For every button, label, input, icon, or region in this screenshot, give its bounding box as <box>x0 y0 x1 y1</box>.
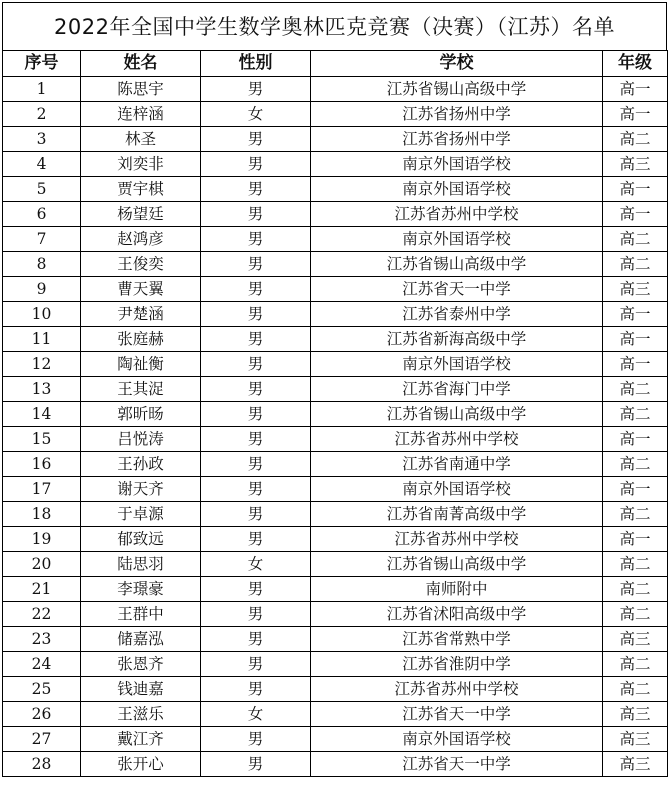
table-row <box>3 127 668 152</box>
table-row <box>3 227 668 252</box>
cell-number: 28 <box>3 752 81 777</box>
cell-number: 21 <box>3 577 81 602</box>
cell-school: 江苏省苏州中学校 <box>311 427 603 452</box>
cell-name: 王其浞 <box>81 377 201 402</box>
cell-grade: 高一 <box>603 477 668 502</box>
table-row <box>3 552 668 577</box>
cell-school: 江苏省锡山高级中学 <box>311 552 603 577</box>
cell-name: 钱迪嘉 <box>81 677 201 702</box>
cell-school: 南京外国语学校 <box>311 177 603 202</box>
table-row <box>3 177 668 202</box>
table-row <box>3 602 668 627</box>
cell-gender: 男 <box>201 77 311 102</box>
cell-number: 19 <box>3 527 81 552</box>
cell-gender: 男 <box>201 327 311 352</box>
cell-name: 赵鸿彦 <box>81 227 201 252</box>
cell-number: 1 <box>3 77 81 102</box>
cell-number: 16 <box>3 452 81 477</box>
cell-gender: 男 <box>201 202 311 227</box>
cell-grade: 高二 <box>603 127 668 152</box>
column-header-name: 姓名 <box>81 51 201 77</box>
cell-name: 张恩齐 <box>81 652 201 677</box>
cell-school: 南师附中 <box>311 577 603 602</box>
cell-gender: 男 <box>201 427 311 452</box>
cell-school: 江苏省天一中学 <box>311 277 603 302</box>
cell-school: 江苏省扬州中学 <box>311 102 603 127</box>
cell-gender: 女 <box>201 102 311 127</box>
cell-gender: 男 <box>201 177 311 202</box>
cell-gender: 男 <box>201 577 311 602</box>
table-row <box>3 527 668 552</box>
cell-name: 张庭赫 <box>81 327 201 352</box>
table-row <box>3 152 668 177</box>
cell-gender: 男 <box>201 752 311 777</box>
table-row <box>3 627 668 652</box>
cell-gender: 男 <box>201 602 311 627</box>
cell-school: 江苏省苏州中学校 <box>311 677 603 702</box>
cell-grade: 高一 <box>603 327 668 352</box>
cell-school: 江苏省苏州中学校 <box>311 202 603 227</box>
cell-gender: 女 <box>201 552 311 577</box>
table-row <box>3 77 668 102</box>
cell-number: 25 <box>3 677 81 702</box>
cell-grade: 高三 <box>603 277 668 302</box>
table-row <box>3 427 668 452</box>
table-row <box>3 652 668 677</box>
cell-number: 10 <box>3 302 81 327</box>
cell-name: 陈思宇 <box>81 77 201 102</box>
cell-grade: 高一 <box>603 527 668 552</box>
cell-name: 尹楚涵 <box>81 302 201 327</box>
cell-number: 4 <box>3 152 81 177</box>
cell-grade: 高二 <box>603 602 668 627</box>
cell-number: 5 <box>3 177 81 202</box>
cell-grade: 高一 <box>603 77 668 102</box>
table-row <box>3 377 668 402</box>
cell-school: 江苏省海门中学 <box>311 377 603 402</box>
cell-number: 9 <box>3 277 81 302</box>
cell-gender: 男 <box>201 352 311 377</box>
table-row <box>3 477 668 502</box>
table-row <box>3 677 668 702</box>
cell-number: 14 <box>3 402 81 427</box>
cell-grade: 高二 <box>603 577 668 602</box>
table-row <box>3 252 668 277</box>
cell-grade: 高三 <box>603 702 668 727</box>
table-row <box>3 352 668 377</box>
cell-number: 7 <box>3 227 81 252</box>
cell-name: 戴江齐 <box>81 727 201 752</box>
cell-name: 李璟豪 <box>81 577 201 602</box>
cell-grade: 高一 <box>603 102 668 127</box>
cell-school: 江苏省南通中学 <box>311 452 603 477</box>
table-row <box>3 277 668 302</box>
table-row <box>3 727 668 752</box>
cell-name: 储嘉泓 <box>81 627 201 652</box>
cell-number: 2 <box>3 102 81 127</box>
cell-gender: 男 <box>201 277 311 302</box>
cell-grade: 高二 <box>603 252 668 277</box>
table-header-row <box>3 51 668 77</box>
cell-number: 13 <box>3 377 81 402</box>
table-row <box>3 327 668 352</box>
cell-name: 陶祉衡 <box>81 352 201 377</box>
cell-gender: 男 <box>201 152 311 177</box>
cell-grade: 高一 <box>603 202 668 227</box>
cell-school: 江苏省南菁高级中学 <box>311 502 603 527</box>
cell-gender: 男 <box>201 227 311 252</box>
cell-name: 王孙政 <box>81 452 201 477</box>
cell-school: 南京外国语学校 <box>311 477 603 502</box>
cell-name: 王俊奕 <box>81 252 201 277</box>
cell-school: 江苏省沭阳高级中学 <box>311 602 603 627</box>
cell-grade: 高二 <box>603 502 668 527</box>
cell-name: 郭昕旸 <box>81 402 201 427</box>
cell-school: 江苏省苏州中学校 <box>311 527 603 552</box>
cell-name: 张开心 <box>81 752 201 777</box>
page-title: 2022年全国中学生数学奥林匹克竞赛（决赛）（江苏）名单 <box>2 2 667 50</box>
cell-gender: 女 <box>201 702 311 727</box>
cell-gender: 男 <box>201 677 311 702</box>
cell-number: 18 <box>3 502 81 527</box>
cell-number: 24 <box>3 652 81 677</box>
cell-gender: 男 <box>201 527 311 552</box>
cell-grade: 高一 <box>603 352 668 377</box>
cell-number: 15 <box>3 427 81 452</box>
cell-gender: 男 <box>201 252 311 277</box>
cell-school: 南京外国语学校 <box>311 727 603 752</box>
cell-gender: 男 <box>201 652 311 677</box>
cell-gender: 男 <box>201 627 311 652</box>
cell-school: 江苏省扬州中学 <box>311 127 603 152</box>
cell-number: 22 <box>3 602 81 627</box>
cell-grade: 高二 <box>603 652 668 677</box>
table-row <box>3 577 668 602</box>
cell-name: 王滋乐 <box>81 702 201 727</box>
cell-grade: 高二 <box>603 552 668 577</box>
table-row <box>3 702 668 727</box>
cell-number: 27 <box>3 727 81 752</box>
cell-school: 江苏省锡山高级中学 <box>311 252 603 277</box>
cell-name: 谢天齐 <box>81 477 201 502</box>
cell-name: 于卓源 <box>81 502 201 527</box>
column-header-number: 序号 <box>3 51 81 77</box>
cell-grade: 高三 <box>603 752 668 777</box>
cell-number: 26 <box>3 702 81 727</box>
cell-school: 江苏省锡山高级中学 <box>311 402 603 427</box>
cell-school: 江苏省锡山高级中学 <box>311 77 603 102</box>
cell-number: 17 <box>3 477 81 502</box>
cell-school: 江苏省天一中学 <box>311 702 603 727</box>
table-row <box>3 752 668 777</box>
column-header-school: 学校 <box>311 51 603 77</box>
table-row <box>3 302 668 327</box>
cell-grade: 高二 <box>603 402 668 427</box>
cell-school: 南京外国语学校 <box>311 352 603 377</box>
cell-name: 曹天翼 <box>81 277 201 302</box>
cell-gender: 男 <box>201 452 311 477</box>
cell-number: 12 <box>3 352 81 377</box>
cell-school: 江苏省淮阴中学 <box>311 652 603 677</box>
cell-name: 贾宇棋 <box>81 177 201 202</box>
cell-gender: 男 <box>201 302 311 327</box>
cell-school: 江苏省泰州中学 <box>311 302 603 327</box>
cell-grade: 高二 <box>603 227 668 252</box>
table-row <box>3 102 668 127</box>
cell-name: 吕悦涛 <box>81 427 201 452</box>
cell-number: 3 <box>3 127 81 152</box>
cell-gender: 男 <box>201 502 311 527</box>
table-body <box>3 77 668 777</box>
cell-grade: 高一 <box>603 427 668 452</box>
column-header-gender: 性别 <box>201 51 311 77</box>
table-row <box>3 502 668 527</box>
cell-school: 江苏省常熟中学 <box>311 627 603 652</box>
cell-name: 杨望廷 <box>81 202 201 227</box>
cell-number: 8 <box>3 252 81 277</box>
cell-gender: 男 <box>201 127 311 152</box>
cell-school: 南京外国语学校 <box>311 152 603 177</box>
cell-grade: 高二 <box>603 677 668 702</box>
roster-table <box>2 50 668 777</box>
cell-name: 郁致远 <box>81 527 201 552</box>
roster-sheet <box>2 2 667 777</box>
cell-gender: 男 <box>201 727 311 752</box>
cell-number: 6 <box>3 202 81 227</box>
cell-gender: 男 <box>201 377 311 402</box>
cell-gender: 男 <box>201 402 311 427</box>
cell-grade: 高三 <box>603 627 668 652</box>
cell-name: 林圣 <box>81 127 201 152</box>
cell-name: 连梓涵 <box>81 102 201 127</box>
cell-school: 江苏省新海高级中学 <box>311 327 603 352</box>
cell-grade: 高二 <box>603 452 668 477</box>
table-row <box>3 402 668 427</box>
cell-grade: 高二 <box>603 377 668 402</box>
table-row <box>3 202 668 227</box>
cell-grade: 高一 <box>603 302 668 327</box>
cell-gender: 男 <box>201 477 311 502</box>
cell-school: 江苏省天一中学 <box>311 752 603 777</box>
cell-grade: 高一 <box>603 177 668 202</box>
cell-number: 20 <box>3 552 81 577</box>
column-header-grade: 年级 <box>603 51 668 77</box>
cell-grade: 高三 <box>603 727 668 752</box>
cell-grade: 高三 <box>603 152 668 177</box>
cell-number: 23 <box>3 627 81 652</box>
table-row <box>3 452 668 477</box>
cell-name: 刘奕非 <box>81 152 201 177</box>
cell-name: 王群中 <box>81 602 201 627</box>
cell-number: 11 <box>3 327 81 352</box>
cell-school: 南京外国语学校 <box>311 227 603 252</box>
cell-name: 陆思羽 <box>81 552 201 577</box>
